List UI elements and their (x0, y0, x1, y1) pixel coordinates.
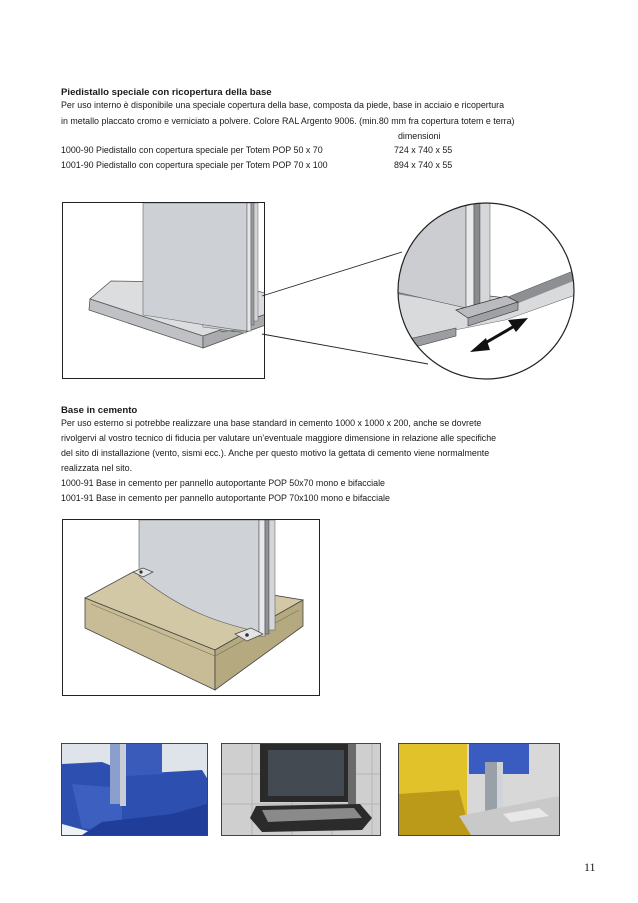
pedestal-detail-zoom (396, 200, 576, 382)
concrete-product-line: 1001-91 Base in cemento per pannello autoportante POP 70x100 mono e bifacciale (61, 493, 390, 503)
pedestal-description-line-2: in metallo placcato cromo e verniciato a polvere. Colore RAL Argento 9006. (min.80 mm fra copertura totem e terra) (61, 116, 515, 126)
photo-yellow-blue-pedestal-image (399, 744, 559, 835)
section-title-pedestal: Piedistallo speciale con ricopertura della base (61, 87, 272, 98)
dimensions-header: dimensioni (398, 131, 441, 141)
product-row-label: 1000-90 Piedistallo con copertura speciale per Totem POP 50 x 70 (61, 145, 323, 155)
product-row-dims: 724 x 740 x 55 (394, 145, 453, 155)
product-row-label: 1001-90 Piedistallo con copertura speciale per Totem POP 70 x 100 (61, 160, 328, 170)
photo-blue-pedestal-image (62, 744, 207, 835)
section-title-concrete-base: Base in cemento (61, 405, 138, 416)
pedestal-description-line-1: Per uso interno è disponibile una speciale copertura della base, composta da piede, base in acciaio e ricopertura (61, 100, 505, 110)
photo-yellow-blue-pedestal (398, 743, 560, 836)
photo-totem-display-image (222, 744, 380, 835)
concrete-description-line: realizzata nel sito. (61, 463, 133, 473)
concrete-description-line: Per uso esterno si potrebbe realizzare una base standard in cemento 1000 x 1000 x 200, anche se dovrete (61, 418, 482, 428)
concrete-product-line: 1000-91 Base in cemento per pannello autoportante POP 50x70 mono e bifacciale (61, 478, 385, 488)
page-number: 11 (584, 860, 596, 874)
concrete-base-illustration-frame (62, 519, 320, 696)
concrete-description-line: rivolgervi al vostro tecnico di fiducia per valutare un’eventuale maggiore dimensione in relazione alle specifiche (61, 433, 497, 443)
product-row-dims: 894 x 740 x 55 (394, 160, 453, 170)
concrete-description-line: del sito di installazione (vento, sismi ecc.). Anche per questo motivo la gettata di cemento viene normalmente (61, 448, 490, 458)
concrete-base-illustration (63, 520, 319, 695)
photo-totem-display (221, 743, 381, 836)
photo-blue-pedestal (61, 743, 208, 836)
